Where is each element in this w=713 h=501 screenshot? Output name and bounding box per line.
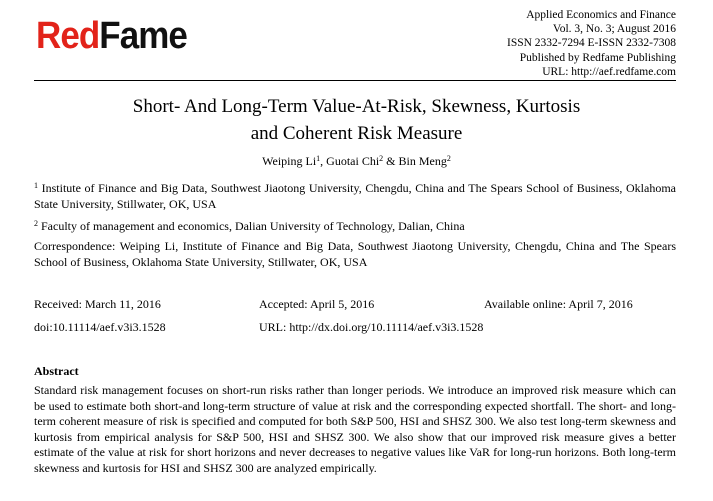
abstract-heading: Abstract: [34, 364, 79, 378]
paper-title: [0, 93, 713, 147]
author-separator: ,: [320, 154, 327, 168]
journal-url[interactable]: URL: http://aef.redfame.com: [542, 65, 676, 78]
affiliation-text: Institute of Finance and Big Data, Southwest Jiaotong University, Chengdu, China and The Spears School of Business, Oklahoma State University, Stillwater, OK, USA: [34, 181, 676, 211]
affiliation-number: 1: [34, 181, 38, 190]
doi-url[interactable]: URL: http://dx.doi.org/10.11114/aef.v3i3.1528: [259, 320, 484, 334]
author-separator: &: [383, 154, 399, 168]
author-name: Guotai Chi: [326, 154, 380, 168]
doi-text: doi:10.11114/aef.v3i3.1528: [34, 320, 166, 334]
author-affiliation-mark: 1: [316, 154, 321, 163]
received-date: Received: March 11, 2016: [34, 297, 161, 311]
abstract-body: Standard risk management focuses on short-run risks rather than longer periods. We introduce an improved risk measure which can be used to estimate both short-and long-term structure of value at risk and the corresponding expected shortfall. The short- and long-term coherent measure of risk is specified and computed for both S&P 500, HSI and SHSZ 300. We also test long-term skewness and kurtosis from empirical analysis for S&P 500, HSI and SHSZ 300. We also show that our improved risk measure gives a better estimate of the value at risk for short horizons and never decreases to negative values like VaR for long-run horizons. Both long-term skewness and kurtosis for HSI and SHSZ 300 are analyzed empirically.: [34, 383, 676, 475]
publication-dates: [34, 297, 676, 312]
journal-publisher: Published by Redfame Publishing: [519, 51, 676, 64]
journal-issue: Vol. 3, No. 3; August 2016: [552, 23, 676, 36]
logo-text-red: Red: [36, 15, 100, 57]
author-name: Weiping Li: [262, 154, 317, 168]
affiliation-number: 2: [34, 219, 38, 228]
author-list: [0, 154, 713, 169]
journal-info: [507, 8, 676, 79]
affiliation-1: [34, 181, 676, 212]
header-divider: [34, 80, 676, 81]
affiliation-text: Faculty of management and economics, Dalian University of Technology, Dalian, China: [38, 219, 465, 233]
journal-name: Applied Economics and Finance: [526, 9, 676, 21]
correspondence: Correspondence: Weiping Li, Institute of Finance and Big Data, Southwest Jiaotong University, Chengdu, China and The Spears School of Business, Oklahoma State University, Stillwater, OK, USA: [34, 239, 676, 269]
accepted-date: Accepted: April 5, 2016: [259, 297, 375, 311]
title-line-2: and Coherent Risk Measure: [250, 123, 463, 144]
author-name: Bin Meng: [398, 154, 447, 168]
logo-text-black: Fame: [99, 15, 187, 57]
author-affiliation-mark: 2: [379, 154, 384, 163]
doi-row: [34, 320, 676, 335]
author-affiliation-mark: 2: [446, 154, 451, 163]
publisher-logo: [36, 12, 187, 60]
journal-issn: ISSN 2332-7294 E-ISSN 2332-7308: [507, 37, 676, 50]
title-line-1: Short- And Long-Term Value-At-Risk, Skewness, Kurtosis: [132, 96, 581, 117]
available-online-date: Available online: April 7, 2016: [484, 297, 633, 311]
affiliation-2: [34, 219, 676, 235]
